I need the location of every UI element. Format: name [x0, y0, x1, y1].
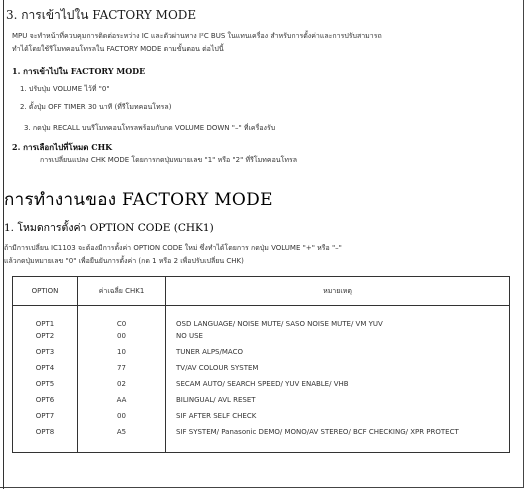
table-row [13, 344, 510, 360]
intro-line-1: MPU จะทำหน้าที่ควบคุมการติดต่อระหว่าง IC และตัวผ่านทาง I²C BUS ในแทนเครื่อง สำหรับการตั้งค่าและการปรับสามารถ [12, 32, 382, 40]
table-row [13, 306, 510, 329]
value-cell: 02 [78, 376, 166, 392]
option-cell: OPT4 [13, 360, 78, 376]
header-option: OPTION [13, 277, 78, 306]
value-cell: C0 [78, 306, 166, 329]
remark-cell: SIF SYSTEM/ Panasonic DEMO/ MONO/AV STEREO/ BCF CHECKING/ XPR PROTECT [176, 428, 459, 436]
table-row [13, 408, 510, 424]
subsection-enter: 1. การเข้าไปใน FACTORY MODE [12, 66, 146, 76]
value-cell: 00 [78, 408, 166, 424]
option-cell: OPT8 [13, 424, 78, 453]
option-table [12, 276, 510, 453]
remark-cell: BILINGUAL/ AVL RESET [176, 396, 256, 404]
table-row [13, 328, 510, 344]
remark-cell: SECAM AUTO/ SEARCH SPEED/ YUV ENABLE/ VHB [176, 380, 349, 388]
option-cell: OPT7 [13, 408, 78, 424]
section-heading: 3. การเข้าไปใน FACTORY MODE [6, 8, 197, 22]
option-cell: OPT2 [13, 328, 78, 344]
factory-mode-title: การทำงานของ FACTORY MODE [4, 190, 273, 210]
option-cell: OPT3 [13, 344, 78, 360]
step-1: 1. ปรับปุ่ม VOLUME ไว้ที่ "0" [20, 85, 110, 93]
step-2: 2. ตั้งปุ่ม OFF TIMER 30 นาที (ที่รีโมทคอนโทรล) [20, 103, 172, 111]
header-chk1: ค่าเฉลี่ย CHK1 [78, 277, 166, 306]
value-cell: 10 [78, 344, 166, 360]
remark-cell: TUNER ALPS/MACO [176, 348, 243, 356]
value-cell: A5 [78, 424, 166, 453]
option-cell: OPT5 [13, 376, 78, 392]
option-cell: OPT6 [13, 392, 78, 408]
chk-text: การเปลี่ยนแปลง CHK MODE โดยการกดปุ่มหมายเลข "1" หรือ "2" ที่รีโมทคอนโทรล [40, 156, 298, 164]
table-header-row [13, 277, 510, 306]
table-row [13, 376, 510, 392]
remark-cell: NO USE [176, 332, 203, 340]
header-remark: หมายเหตุ [166, 277, 510, 306]
value-cell: 77 [78, 360, 166, 376]
subsection-chk: 2. การเลือกไปที่โหมด CHK [12, 142, 113, 152]
intro-line-2: ทำได้โดยใช้รีโมทคอนโทรลใน FACTORY MODE ตามขั้นตอน ต่อไปนี้ [12, 45, 224, 53]
table-row [13, 424, 510, 453]
value-cell: 00 [78, 328, 166, 344]
option-note-2: แล้วกดปุ่มหมายเลข "0" เพื่อยืนยันการตั้งค่า (กด 1 หรือ 2 เพื่อปรับเปลี่ยน CHK) [4, 257, 244, 265]
option-code-heading: 1. โหมดการตั้งค่า OPTION CODE (CHK1) [4, 222, 214, 234]
step-3: 3. กดปุ่ม RECALL บนรีโมทคอนโทรลพร้อมกับกด VOLUME DOWN "–" ที่เครื่องรับ [24, 124, 276, 132]
option-note-1: ถ้ามีการเปลี่ยน IC1103 จะต้องมีการตั้งค่า OPTION CODE ใหม่ ซึ่งทำได้โดยการ กดปุ่ม VOLUME "+" หรือ "–" [4, 244, 342, 252]
option-cell: OPT1 [13, 306, 78, 329]
table-row [13, 360, 510, 376]
table-row [13, 392, 510, 408]
remark-cell: OSD LANGUAGE/ NOISE MUTE/ SASO NOISE MUTE/ VM YUV [176, 320, 383, 328]
remark-cell: TV/AV COLOUR SYSTEM [176, 364, 259, 372]
value-cell: AA [78, 392, 166, 408]
remark-cell: SIF AFTER SELF CHECK [176, 412, 257, 420]
